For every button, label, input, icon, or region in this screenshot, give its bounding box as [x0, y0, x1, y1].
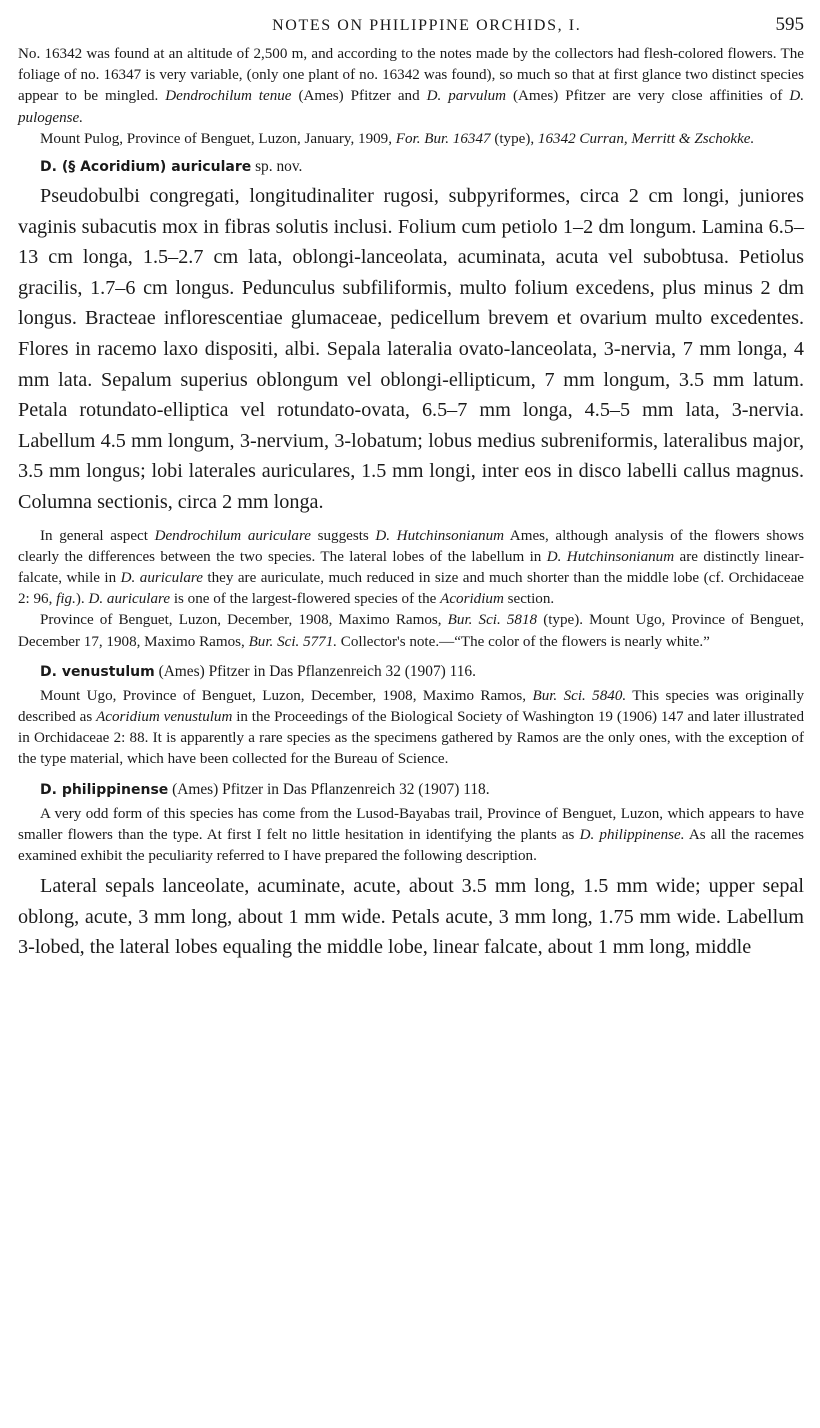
species-heading-auriculare: D. (§ Acoridium) auriculare sp. nov. [40, 158, 303, 176]
discussion-auriculare: In general aspect Dendrochilum auriculare suggests D. Hutchinsonianum Ames, although analysis of the flowers shows clearly the differences between the two species. The lateral lobes of the labellum in D. Hutchinsonianum are distinctly linear-falcate, while in D. auriculare they are auriculate, much reduced in size and much shorter than the middle lobe (cf. Orchidaceae 2: 96, fig.). D. auriculare is one of the largest-flowered species of the Acoridium section. [18, 527, 804, 608]
running-title: NOTES ON PHILIPPINE ORCHIDS, I. [272, 17, 582, 34]
species-heading-philippinense: D. philippinense (Ames) Pfitzer in Das Pflanzenreich 32 (1907) 118. [40, 780, 490, 798]
species-heading-venustulum: D. venustulum (Ames) Pfitzer in Das Pflanzenreich 32 (1907) 116. [40, 662, 476, 680]
english-description: Lateral sepals lanceolate, acuminate, acute, about 3.5 mm long, 1.5 mm wide; upper sepal oblong, acute, 3 mm long, about 1 mm wide. Petals acute, 3 mm long, 1.75 mm wide. Labellum 3-lobed, the lateral lobes equaling the middle lobe, linear falcate, about 1 mm long, middle [18, 875, 804, 959]
paragraph-locality-notes: No. 16342 was found at an altitude of 2,500 m, and according to the notes made by the collectors had flesh-colored flowers. The foliage of no. 16347 is very variable, (only one plant of no. 16342 was found), so much so that at first glance two distinct species appear to be mingled. Dendrochilum tenue (Ames) Pfitzer and D. parvulum (Ames) Pfitzer are very close affinities of D. pulogense. [18, 46, 805, 126]
discussion-philippinense: A very odd form of this species has come from the Lusod-Bayabas trail, Province of Benguet, Luzon, which appears to have smaller flowers than the type. At first I felt no little hesitation in identifying the plants as D. philippinense. As all the racemes examined exhibit the peculiarity referred to I have prepared the following description. [18, 805, 804, 864]
discussion-venustulum: Mount Ugo, Province of Benguet, Luzon, December, 1908, Maximo Ramos, Bur. Sci. 5840. This species was originally described as Acoridium venustulum in the Proceedings of the Biological Society of Washington 19 (1906) 147 and later illustrated in Orchidaceae 2: 88. It is apparently a rare species as the specimens gathered by Ramos are the only ones, with the exception of the type material, which have been collected for the Bureau of Science. [18, 687, 804, 768]
journal-page [18, 14, 804, 963]
species-name: D. venustulum [40, 663, 155, 680]
latin-description: Pseudobulbi congregati, longitudinaliter rugosi, subpyriformes, circa 2 cm longi, juniores vaginis subacutis mox in fibras solutis inclusi. Folium cum petiolo 1–2 dm longum. Lamina 6.5–13 cm longa, 1.5–2.7 cm lata, oblongi-lanceolata, acuminata, acuta vel subobtusa. Petiolus gracilis, 1.7–6 cm longus. Pedunculus subfiliformis, multo folium excedens, plus minus 2 dm longus. Bracteae inflorescentiae glumaceae, pedicellum brevem et ovarium multo excedentes. Flores in racemo laxo dispositi, albi. Sepala lateralia ovato-lanceolata, 3-nervia, 7 mm longa, 4 mm lata. Sepalum superius oblongum vel oblongi-ellipticum, 7 mm longum, 3.5 mm latum. Petala rotundato-elliptica vel rotundato-ovata, 6.5–7 mm longa, 4.5–5 mm lata, 3-nervia. Labellum 4.5 mm longum, 3-nervium, 3-lobatum; lobus medius subreniformis, lateralibus major, 3.5 mm longus; lobi laterales auriculares, 1.5 mm longi, inter eos in disco labelli callus magnus. Columna sectionis, circa 2 mm longa. [18, 185, 804, 513]
page-number: 595 [775, 14, 804, 35]
specimen-citation-pulog: Mount Pulog, Province of Benguet, Luzon, January, 1909, For. Bur. 16347 (type), 16342 Curran, Merritt & Zschokke. [40, 130, 755, 147]
species-name: D. (§ Acoridium) auriculare [40, 159, 252, 176]
species-name: D. philippinense [40, 781, 169, 798]
specimen-citation-benguet: Province of Benguet, Luzon, December, 1908, Maximo Ramos, Bur. Sci. 5818 (type). Mount Ugo, Province of Benguet, December 17, 1908, Maximo Ramos, Bur. Sci. 5771. Collector's note.—“The color of the flowers is nearly white.” [18, 612, 804, 650]
page-header [18, 14, 804, 44]
